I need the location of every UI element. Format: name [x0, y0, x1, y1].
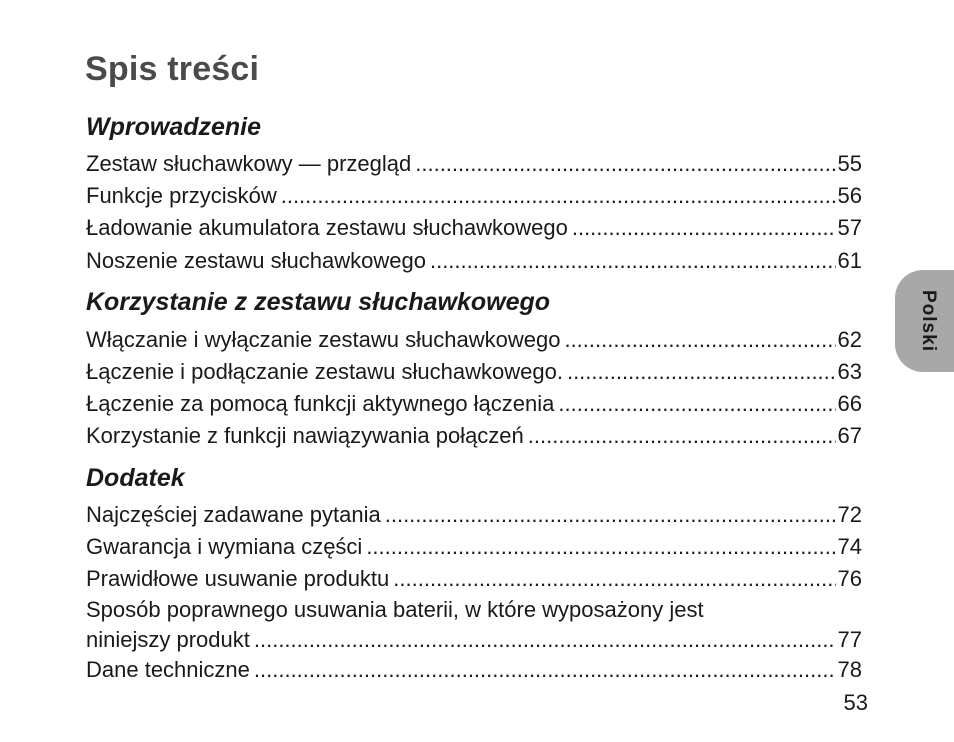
- toc-leader-dots: [385, 502, 836, 528]
- toc-entry-label: Najczęściej zadawane pytania: [86, 502, 381, 527]
- toc-entry-page: 72: [837, 502, 862, 527]
- toc-entry[interactable]: [86, 391, 862, 417]
- toc-entry-label: Zestaw słuchawkowy — przegląd: [86, 151, 412, 176]
- toc-entry-page: 66: [837, 391, 862, 416]
- toc-leader-dots: [572, 215, 836, 241]
- page-title: Spis treści: [85, 50, 260, 88]
- toc-entry[interactable]: [86, 534, 862, 560]
- toc-entry[interactable]: [86, 151, 862, 177]
- toc-entry[interactable]: [86, 327, 862, 353]
- toc-leader-dots: [254, 657, 836, 683]
- page-number: 53: [843, 690, 868, 715]
- toc-entry-label: Dane techniczne: [86, 657, 250, 682]
- toc-leader-dots: [430, 248, 836, 274]
- toc-entry[interactable]: [86, 657, 862, 683]
- toc-entry[interactable]: [86, 248, 862, 274]
- toc-entry-label: Ładowanie akumulatora zestawu słuchawkowego: [86, 215, 568, 240]
- toc-entry[interactable]: [86, 597, 862, 652]
- toc-leader-dots: [254, 627, 836, 653]
- toc-leader-dots: [528, 423, 836, 449]
- toc-entry-label: Funkcje przycisków: [86, 183, 277, 208]
- toc-entry[interactable]: [86, 566, 862, 592]
- toc-leader-dots: [281, 183, 836, 209]
- toc-entry-page: 67: [837, 423, 862, 448]
- toc-entry-page: 56: [837, 183, 862, 208]
- toc-entry[interactable]: [86, 183, 862, 209]
- toc-leader-dots: [366, 534, 835, 560]
- toc-leader-dots: [567, 359, 836, 385]
- toc-entry-label: Łączenie za pomocą funkcji aktywnego łączenia: [86, 391, 555, 416]
- toc-leader-dots: [393, 566, 835, 592]
- toc-entry-label: Łączenie i podłączanie zestawu słuchawkowego.: [86, 359, 563, 384]
- toc-entry-line2: [86, 627, 862, 653]
- toc-entry-page: 74: [837, 534, 862, 559]
- toc-entry-label-line2: niniejszy produkt: [86, 627, 250, 652]
- toc-entry-page: 78: [837, 657, 862, 682]
- toc-entry-label: Noszenie zestawu słuchawkowego: [86, 248, 426, 273]
- toc-leader-dots: [415, 151, 835, 177]
- toc-entry-page: 62: [837, 327, 862, 352]
- toc-leader-dots: [564, 327, 835, 353]
- toc-entry-page: 55: [837, 151, 862, 176]
- language-tab-label: Polski: [918, 290, 939, 352]
- toc-entry[interactable]: [86, 215, 862, 241]
- toc-leader-dots: [558, 391, 835, 417]
- toc-entry-label-line1: Sposób poprawnego usuwania baterii, w które wyposażony jest: [86, 597, 704, 622]
- toc-entry[interactable]: [86, 502, 862, 528]
- toc-entry[interactable]: [86, 423, 862, 449]
- toc-entry-label: Włączanie i wyłączanie zestawu słuchawkowego: [86, 327, 561, 352]
- toc-entry-page: 77: [837, 627, 862, 652]
- section-title-using-headset: Korzystanie z zestawu słuchawkowego: [86, 288, 551, 316]
- toc-entry-page: 63: [837, 359, 862, 384]
- toc-entry-label: Gwarancja i wymiana części: [86, 534, 363, 559]
- section-title-appendix: Dodatek: [86, 464, 185, 492]
- toc-entry-page: 61: [837, 248, 862, 273]
- toc-entry[interactable]: [86, 359, 862, 385]
- toc-entry-label: Prawidłowe usuwanie produktu: [86, 566, 390, 591]
- toc-entry-page: 76: [837, 566, 862, 591]
- section-title-introduction: Wprowadzenie: [86, 113, 262, 141]
- toc-entry-page: 57: [837, 215, 862, 240]
- toc-entry-label: Korzystanie z funkcji nawiązywania połączeń: [86, 423, 524, 448]
